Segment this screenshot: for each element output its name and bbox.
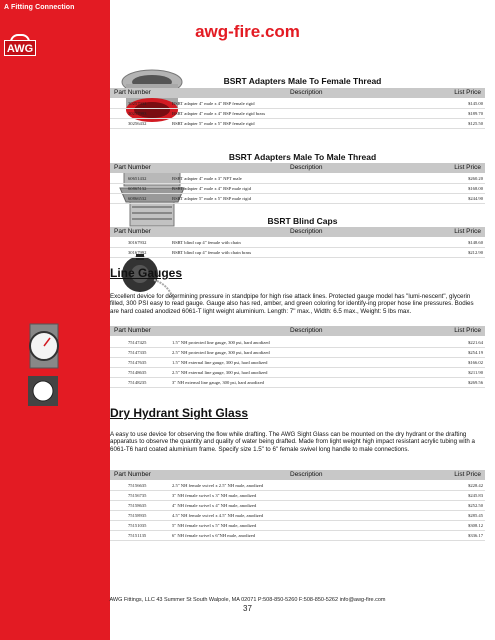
table-row — [110, 338, 485, 348]
table-header — [110, 88, 485, 98]
col-part: Part Number — [114, 327, 151, 334]
price: $189.70 — [468, 111, 483, 116]
description: 1.5" NH protected line gauge, 300 psi, hard anodized — [172, 340, 270, 345]
description: BSRT adapter 5" male x 5" BSP male rigid — [172, 196, 252, 201]
description: 3" NH female swivel x 3" NH male, anodized — [172, 493, 257, 498]
description: 2.5" NH female swivel x 2.5" NH male, anodized — [172, 483, 264, 488]
part-number: 60651432 — [128, 176, 147, 181]
col-desc: Description — [290, 228, 323, 235]
part-number: 75147635 — [128, 360, 147, 365]
description: BSRT adapter 4" male x 4" BSP male rigid — [172, 186, 252, 191]
price: $269.56 — [468, 380, 483, 385]
col-part: Part Number — [114, 228, 151, 235]
description: 3" NH external line gauge, 300 psi, hard anodized — [172, 380, 264, 385]
part-number: 30167992 — [128, 250, 147, 255]
table-header — [110, 163, 485, 173]
table-row — [110, 378, 485, 388]
table-row — [110, 491, 485, 501]
page-content — [110, 0, 495, 640]
price: $125.50 — [468, 121, 483, 126]
price: $244.90 — [468, 196, 483, 201]
table-row — [110, 521, 485, 531]
price: $260.20 — [468, 176, 483, 181]
table-row — [110, 109, 485, 119]
part-number: 30167932 — [128, 240, 147, 245]
price: $166.02 — [468, 360, 483, 365]
col-price: List Price — [454, 164, 481, 171]
price: $336.17 — [468, 533, 483, 538]
part-number: 75151035 — [128, 523, 147, 528]
part-number: 30257993 — [128, 111, 147, 116]
price: $245.83 — [468, 493, 483, 498]
description: 5" NH female swivel x 5" NH male, anodized — [172, 523, 257, 528]
part-number: 75148635 — [128, 370, 147, 375]
description: 2.5" NH external line gauge, 300 psi, hard anodized — [172, 370, 268, 375]
table-header — [110, 326, 485, 336]
col-price: List Price — [454, 327, 481, 334]
table-row — [110, 238, 485, 248]
description: 1.5" NH external line gauge, 300 psi, hard anodized — [172, 360, 268, 365]
price: $145.00 — [468, 101, 483, 106]
description: BSRT blind cap 4" female with chain brass — [172, 250, 252, 255]
tagline: A Fitting Connection — [4, 4, 75, 11]
part-number: 60866532 — [128, 196, 147, 201]
part-number: 75156735 — [128, 493, 147, 498]
part-number: 75156635 — [128, 483, 147, 488]
description: 4" NH female swivel x 4" NH male, anodized — [172, 503, 257, 508]
description: 6" NH female swivel x 6"NH male, anodized — [172, 533, 256, 538]
col-desc: Description — [290, 164, 323, 171]
table-row — [110, 174, 485, 184]
part-number: 30257932 — [128, 101, 147, 106]
col-part: Part Number — [114, 89, 151, 96]
col-desc: Description — [290, 89, 323, 96]
table-row — [110, 501, 485, 511]
description: BSRT adapter 4" male x 4" BSP female rigid brass — [172, 111, 266, 116]
description: BSRT adapter 5" male x 5" BSP female rigid — [172, 121, 255, 126]
price: $252.50 — [468, 503, 483, 508]
logo-text: AWG — [4, 40, 36, 56]
table-row — [110, 184, 485, 194]
description: BSRT adapter 4" male x 3" NPT male — [172, 176, 242, 181]
part-number: 75148235 — [128, 380, 147, 385]
price: $211.90 — [468, 370, 483, 375]
col-desc: Description — [290, 471, 323, 478]
table-row — [110, 511, 485, 521]
table-row — [110, 194, 485, 204]
part-number: 60865132 — [128, 186, 147, 191]
price: $221.64 — [468, 340, 483, 345]
description: BSRT adapter 4" male x 4" BSP female rigid — [172, 101, 255, 106]
sight-glass-heading: Dry Hydrant Sight Glass — [110, 406, 249, 420]
description: BSRT blind cap 4" female with chain — [172, 240, 241, 245]
part-number: 75147335 — [128, 350, 147, 355]
sec3-title: BSRT Blind Caps — [267, 216, 338, 226]
gauges-description: Excellent device for determining pressure in standpipe for high rise attack lines. Protected gauge model has "lumi-nescent", glycerin filled, 300 PSI easy to read gauge. Gauge also has red, amber, and green coloring for identify-ing proper hose line pressures. Bodies are hard coated anodized 6061-T light weight aluminium. Length: 7" max., Width: 6.5 max., Weight: 5 lbs max. — [110, 293, 474, 315]
table-header — [110, 470, 485, 480]
description: 4.5" NH female swivel x 4.5" NH male, anodized — [172, 513, 264, 518]
gauges-heading: Line Gauges — [110, 266, 183, 280]
price: $254.19 — [468, 350, 483, 355]
col-part: Part Number — [114, 164, 151, 171]
price: $308.12 — [468, 523, 483, 528]
col-price: List Price — [454, 471, 481, 478]
table-header — [110, 227, 485, 237]
table-row — [110, 348, 485, 358]
price: $168.00 — [468, 186, 483, 191]
table-row — [110, 119, 485, 129]
site-url: awg-fire.com — [195, 22, 300, 41]
table-row — [110, 248, 485, 258]
part-number: 30256432 — [128, 121, 147, 126]
part-number: 75147425 — [128, 340, 147, 345]
price: $285.45 — [468, 513, 483, 518]
description: 2.5" NH protected line gauge, 300 psi, hard anodized — [172, 350, 270, 355]
col-price: List Price — [454, 89, 481, 96]
col-price: List Price — [454, 228, 481, 235]
footer-contact: AWG Fittings, LLC 43 Summer St South Walpole, MA 02071 P:508-850-5260 F:508-850-5262 info@awg-fire.com — [109, 597, 386, 603]
col-desc: Description — [290, 327, 323, 334]
price: $228.42 — [468, 483, 483, 488]
sec1-title: BSRT Adapters Male To Female Thread — [223, 76, 382, 86]
sight-glass-description: A easy to use device for observing the flow while drafting. The AWG Sight Glass can be mounted on the dry hydrant or the drafting apparatus to observe the quantity and quality of water being drafted. Made from light weight high impact resistant acrylic tubing with a 6061-T6 hard coated aluminium frame. Specify size 1.5" to 6" female swivel long handle to male connections. — [110, 431, 475, 453]
col-part: Part Number — [114, 471, 151, 478]
table-row — [110, 368, 485, 378]
part-number: 75151135 — [128, 533, 147, 538]
line-gauge-image — [10, 316, 105, 411]
part-number: 75158635 — [128, 503, 147, 508]
part-number: 75158935 — [128, 513, 147, 518]
sec2-title: BSRT Adapters Male To Male Thread — [228, 152, 377, 162]
table-row — [110, 531, 485, 541]
table-row — [110, 99, 485, 109]
table-row — [110, 481, 485, 491]
page-number: 37 — [243, 604, 252, 613]
price: $148.60 — [468, 240, 483, 245]
table-row — [110, 358, 485, 368]
price: $212.90 — [468, 250, 483, 255]
